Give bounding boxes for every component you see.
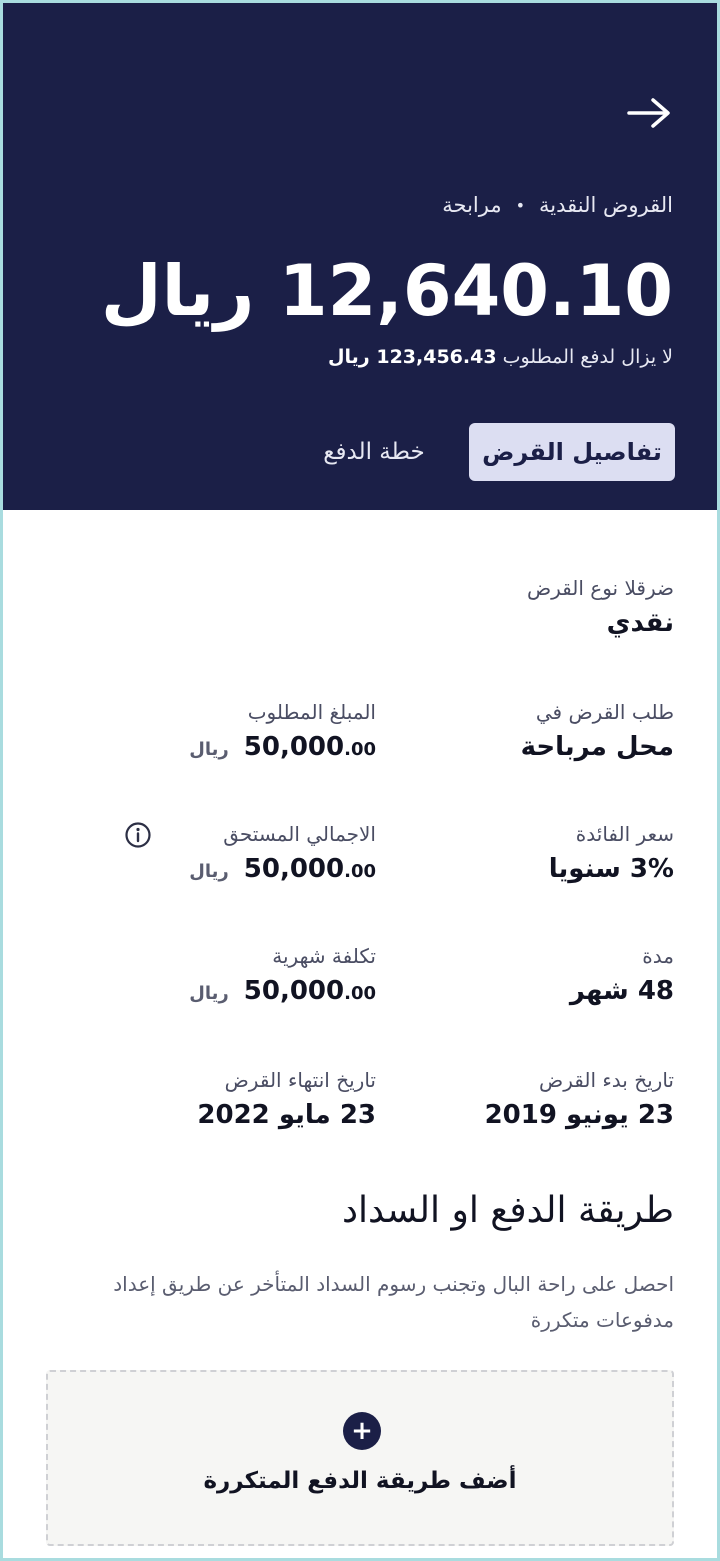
- interest-rate-label: سعر الفائدة: [575, 822, 674, 846]
- subcategory-label: مرابحة: [442, 193, 502, 217]
- info-button[interactable]: [123, 820, 153, 850]
- plus-icon: +: [343, 1412, 381, 1450]
- end-date-field: [197, 1068, 376, 1130]
- start-date-label: تاريخ بدء القرض: [539, 1068, 674, 1092]
- loan-type-value: نقدي: [606, 608, 674, 638]
- loan-type-label: ضرقلا نوع القرض: [526, 576, 674, 600]
- separator-dot: •: [515, 195, 526, 215]
- duration-label: مدة: [642, 944, 674, 968]
- monthly-cost-decimal: .00: [344, 983, 376, 1004]
- interest-rate-value: 3% سنويا: [548, 854, 674, 884]
- total-due-value: [189, 854, 376, 884]
- start-date-value: 23 يونيو 2019: [484, 1100, 674, 1130]
- start-date-field: [485, 1068, 674, 1130]
- monthly-cost-label: تكلفة شهرية: [272, 944, 376, 968]
- tab-loan-details[interactable]: تفاصيل القرض: [469, 423, 675, 481]
- requested-amount-label: المبلغ المطلوب: [247, 700, 376, 724]
- payment-method-description: احصل على راحة البال وتجنب رسوم السداد المتأخر عن طريق إعداد مدفوعات متكررة: [113, 1272, 674, 1332]
- requested-amount-value: [189, 732, 376, 762]
- monthly-cost-field: [189, 944, 376, 1006]
- loan-type-field: [527, 576, 674, 638]
- requested-amount-currency: ريال: [189, 739, 229, 760]
- interest-rate-field: [549, 822, 674, 884]
- info-icon: [124, 821, 152, 849]
- balance-amount: 12,640.10 ريال: [100, 250, 673, 332]
- remaining-prefix: لا يزال لدفع المطلوب: [502, 346, 673, 368]
- requested-at-field: [521, 700, 674, 762]
- category-label: القروض النقدية: [539, 193, 673, 217]
- back-button[interactable]: [619, 91, 679, 135]
- loan-header: [3, 3, 717, 510]
- total-due-label: الاجمالي المستحق: [223, 822, 376, 846]
- total-due-field: [189, 822, 376, 884]
- requested-at-label: طلب القرض في: [535, 700, 674, 724]
- tab-payment-plan[interactable]: خطة الدفع: [323, 439, 425, 465]
- requested-amount-whole: 50,000: [243, 732, 345, 762]
- payment-method-title: طريقة الدفع او السداد: [341, 1190, 674, 1231]
- total-due-currency: ريال: [189, 861, 229, 882]
- monthly-cost-value: [189, 976, 376, 1006]
- total-due-whole: 50,000: [243, 854, 345, 884]
- add-recurring-payment-button[interactable]: [46, 1370, 674, 1546]
- monthly-cost-whole: 50,000: [243, 976, 345, 1006]
- duration-field: [570, 944, 674, 1006]
- end-date-value: 23 مايو 2022: [197, 1100, 376, 1130]
- end-date-label: تاريخ انتهاء القرض: [224, 1068, 376, 1092]
- duration-value: 48 شهر: [569, 976, 674, 1006]
- loan-category: [442, 193, 673, 217]
- monthly-cost-currency: ريال: [189, 983, 229, 1004]
- requested-amount-decimal: .00: [344, 739, 376, 760]
- remaining-amount: 123,456.43 ريال: [328, 346, 497, 368]
- requested-at-value: محل مرباحة: [520, 732, 674, 762]
- requested-amount-field: [189, 700, 376, 762]
- total-due-decimal: .00: [344, 861, 376, 882]
- arrow-right-icon: [625, 95, 673, 131]
- remaining-amount-text: [328, 346, 673, 368]
- add-recurring-payment-label: أضف طريقة الدفع المتكررة: [203, 1468, 517, 1494]
